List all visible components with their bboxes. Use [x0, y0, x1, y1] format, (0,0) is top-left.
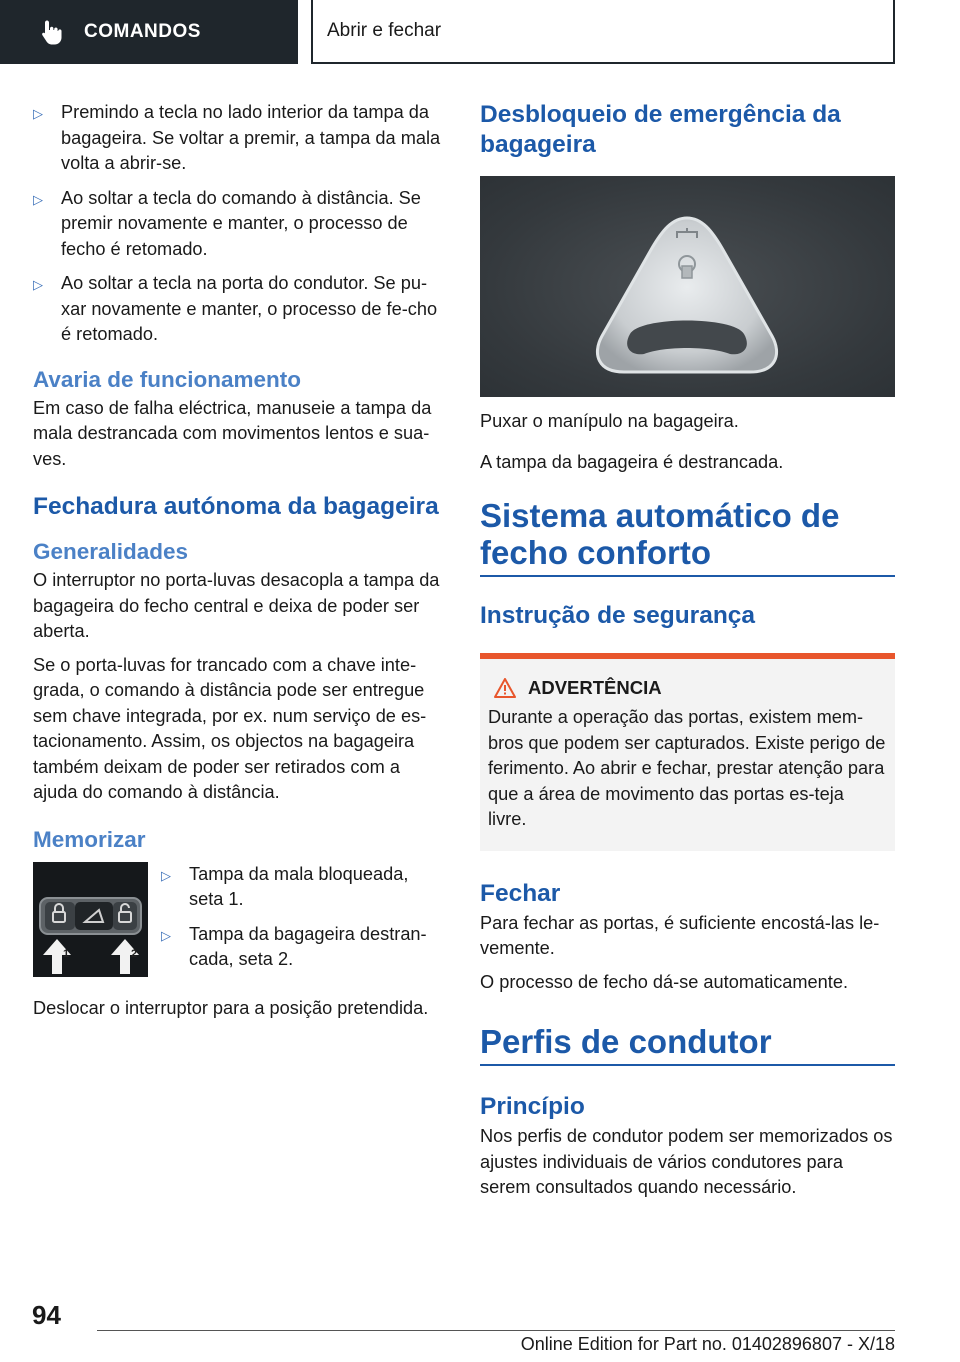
page-number: 94	[32, 1300, 61, 1330]
divider	[480, 1064, 895, 1066]
triangle-bullet-icon: ▷	[161, 927, 171, 943]
paragraph-generalidades-1: O interruptor no porta-luvas desacopla a tampa da bagageira do fecho central e deixa de poder ser aberta.	[33, 570, 440, 641]
list-item: ▷ Ao soltar a tecla do comando à distância. Se premir novamente e manter, o processo de fecho é retomado.	[33, 186, 447, 263]
paragraph-desbloqueio-1: Puxar o manípulo na bagageira.	[480, 411, 739, 431]
switch-image	[33, 862, 148, 977]
footer-divider	[97, 1330, 895, 1331]
paragraph-fechar-2: O processo de fecho dá-se automaticamente.	[480, 971, 848, 992]
heading-avaria: Avaria de funcionamento	[33, 366, 301, 392]
heading-sistema: Sistema automático de fecho conforto	[480, 497, 840, 571]
paragraph-generalidades-2: Se o porta-luvas for trancado com a chave inte-grada, o comando à distância pode ser entregue sem chave integrada, por ex. num serviço de es-tacionamento. Assim, os objectos na bagageira também deixam de poder ser retirados com a ajuda do comando à distância.	[33, 654, 427, 802]
list-item: ▷ Tampa da bagageira destran-cada, seta 2.	[161, 922, 447, 973]
section-title: Abrir e fechar	[327, 20, 442, 41]
hand-pointer-icon	[40, 19, 64, 45]
emergency-handle-illustration	[480, 176, 895, 397]
heading-fechadura: Fechadura autónoma da bagageira	[33, 493, 439, 520]
paragraph-memorizar: Deslocar o interruptor para a posição pretendida.	[33, 997, 429, 1018]
right-column	[480, 100, 895, 1201]
heading-memorizar: Memorizar	[33, 826, 146, 852]
heading-instrucao: Instrução de segurança	[480, 602, 756, 629]
heading-desbloqueio: Desbloqueio de emergência da bagageira	[480, 101, 841, 158]
arrow-label-2: 2	[131, 947, 138, 960]
triangle-bullet-icon: ▷	[33, 277, 43, 292]
emergency-handle-image	[480, 176, 895, 397]
heading-generalidades: Generalidades	[33, 539, 189, 564]
list-item: ▷ Tampa da mala bloqueada, seta 1.	[161, 862, 447, 913]
paragraph-desbloqueio-2: A tampa da bagageira é destrancada.	[480, 451, 784, 472]
heading-principio: Princípio	[480, 1093, 585, 1120]
warning-triangle-icon	[494, 678, 516, 698]
heading-perfis: Perfis de condutor	[480, 1023, 772, 1060]
triangle-bullet-icon: ▷	[161, 867, 171, 883]
heading-fechar: Fechar	[480, 879, 561, 907]
section-tab[interactable]	[311, 0, 895, 64]
warning-box	[480, 659, 895, 851]
left-column	[33, 100, 447, 1021]
list-item: ▷ Ao soltar a tecla na porta do condutor. Se pu-xar novamente e manter, o processo de fe-cho é retomado.	[33, 271, 447, 348]
paragraph-fechar-1: Para fechar as portas, é suficiente encostá-las le-vemente.	[480, 912, 880, 958]
triangle-bullet-icon: ▷	[33, 191, 43, 207]
memorizar-row	[33, 862, 447, 982]
paragraph-avaria: Em caso de falha eléctrica, manuseie a tampa da mala destrancada com movimentos lentos e sua-ves.	[33, 397, 432, 469]
warning-header	[488, 677, 887, 699]
warning-title: ADVERTÊNCIA	[528, 677, 662, 698]
memorizar-list	[161, 862, 447, 982]
arrow-label-1: 1	[63, 947, 70, 960]
triangle-bullet-icon: ▷	[33, 106, 43, 121]
list-item: ▷ Premindo a tecla no lado interior da tampa da bagageira. Se voltar a premir, a tampa da mala volta a abrir-se.	[33, 100, 447, 177]
warning-text: Durante a operação das portas, existem mem-bros que podem ser capturados. Existe perigo de ferimento. Ao abrir e fechar, prestar atenção para que a área de movimento das portas es-teja livre.	[488, 707, 886, 829]
footer-edition: Online Edition for Part no. 01402896807 - X/18	[520, 1334, 895, 1354]
divider	[480, 575, 895, 577]
chapter-tab[interactable]	[0, 0, 298, 64]
paragraph-principio: Nos perfis de condutor podem ser memorizados os ajustes individuais de vários condutores para serem consultados quando necessário.	[480, 1126, 893, 1197]
chapter-title: COMANDOS	[84, 21, 201, 42]
